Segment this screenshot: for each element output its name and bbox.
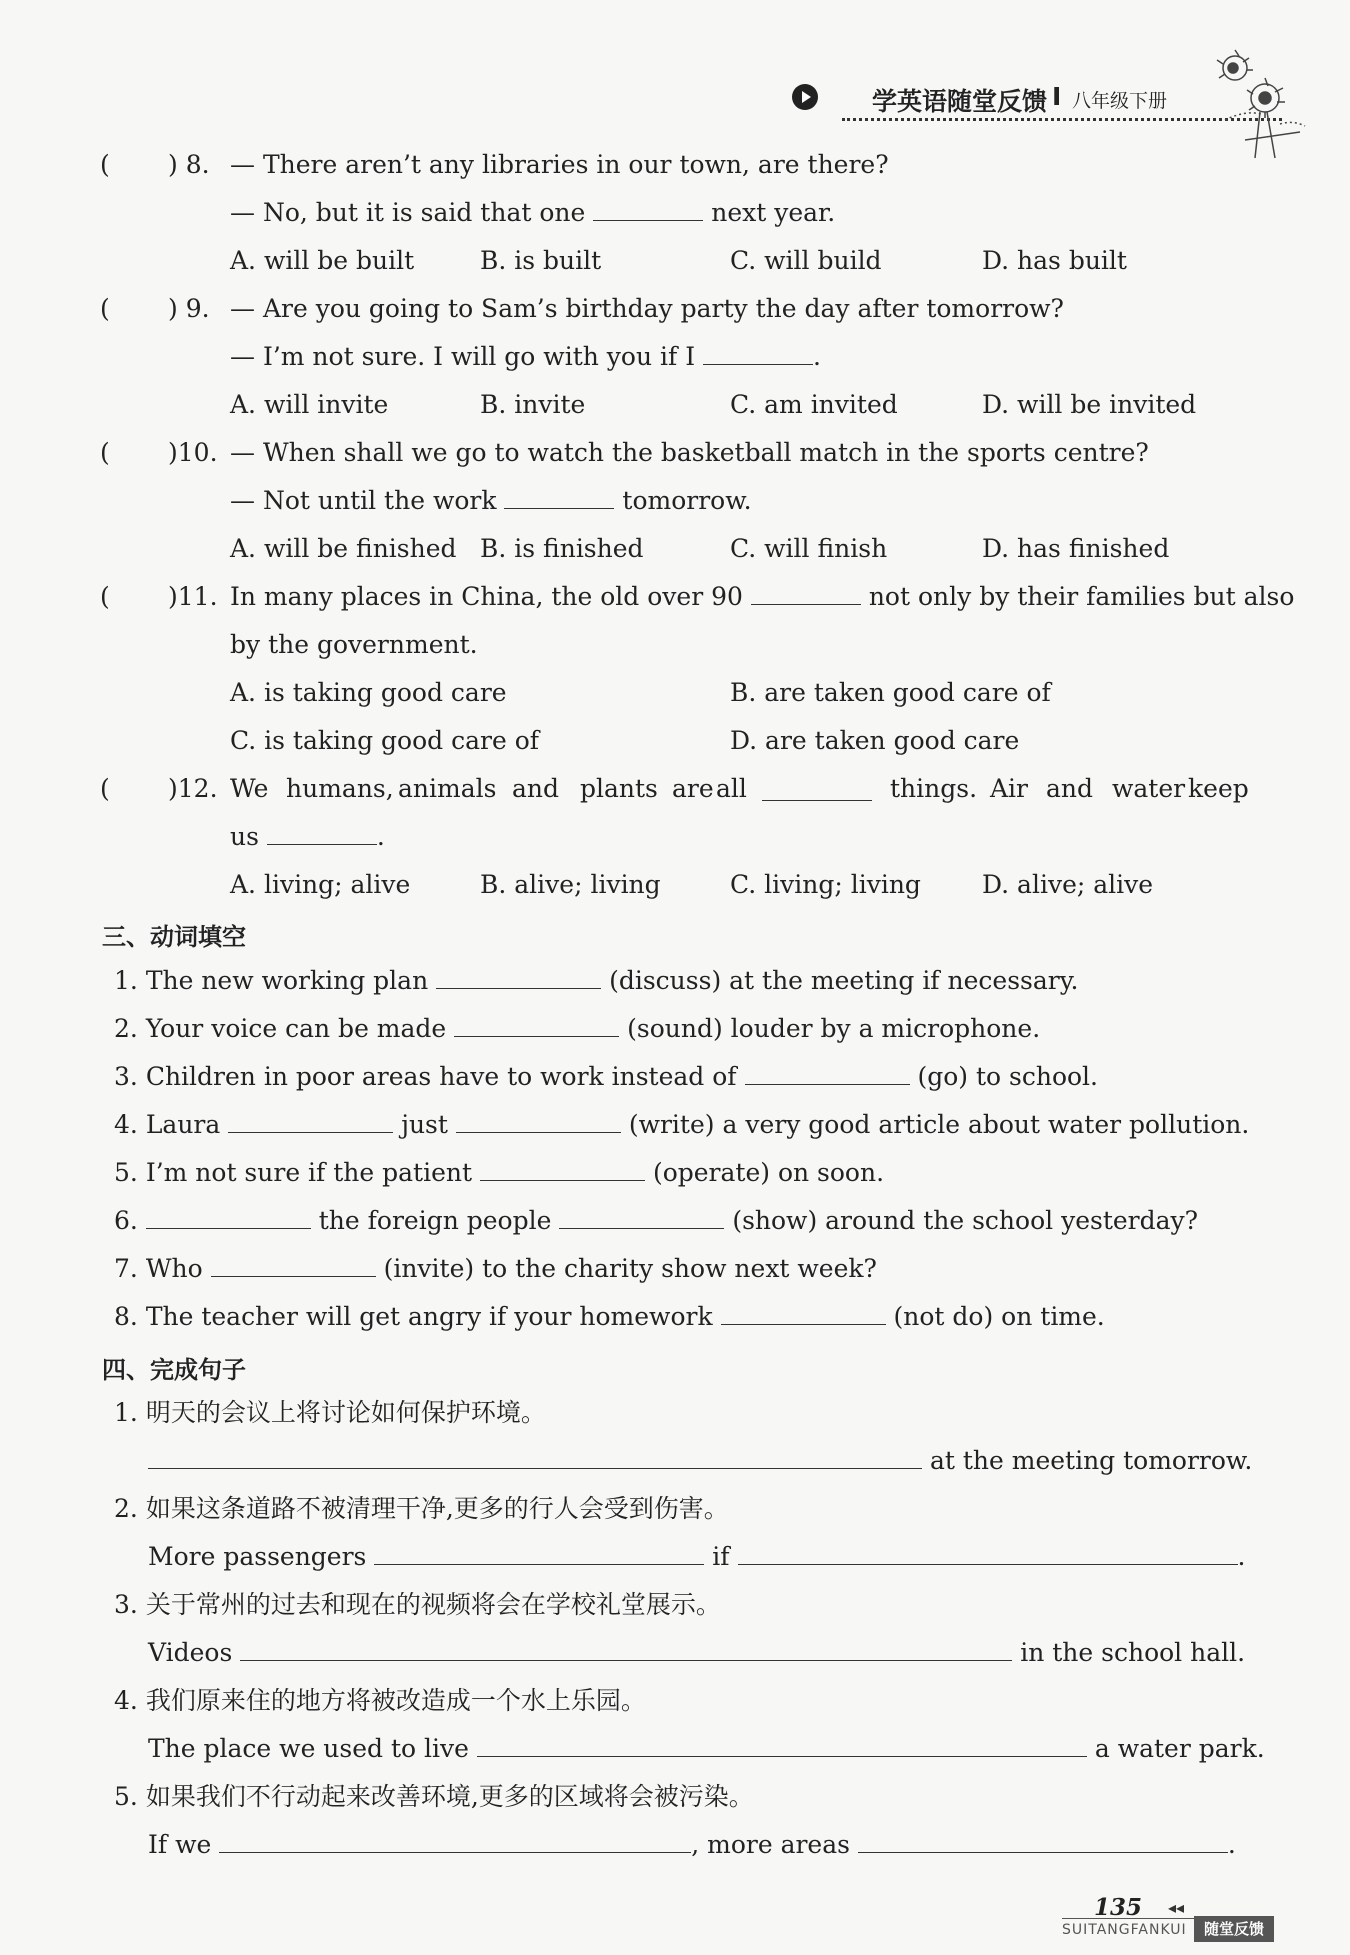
translation-line: at the meeting tomorrow. [148, 1446, 1252, 1476]
option-d[interactable]: D. has finished [982, 534, 1170, 563]
sunflower-decoration-icon [1205, 40, 1315, 160]
header-title: 学英语随堂反馈 [872, 87, 1048, 116]
question-word: keep [1188, 774, 1249, 803]
answer-paren-open: ( [100, 438, 110, 467]
answer-blank[interactable] [228, 1110, 393, 1133]
answer-blank[interactable] [751, 582, 861, 605]
translation-line: The place we used to live a water park. [148, 1734, 1265, 1763]
footer-tag: 随堂反馈 [1194, 1916, 1274, 1942]
answer-blank[interactable] [745, 1062, 910, 1085]
option-d[interactable]: D. has built [982, 246, 1127, 275]
answer-paren-open: ( [100, 294, 110, 323]
answer-blank[interactable] [559, 1206, 724, 1229]
question-number: ) 9. [168, 294, 210, 323]
question-word: and [1046, 774, 1094, 803]
answer-blank[interactable] [374, 1542, 704, 1565]
option-b[interactable]: B. invite [480, 390, 586, 419]
option-c[interactable]: C. living; living [730, 870, 921, 899]
question-word: humans, [286, 774, 394, 803]
answer-blank[interactable] [219, 1830, 691, 1853]
fill-item: 2. Your voice can be made (sound) louder by a microphone. [114, 1014, 1041, 1043]
answer-blank[interactable] [504, 486, 614, 509]
translation-line: If we , more areas . [148, 1830, 1236, 1859]
section-title: 三、动词填空 [102, 923, 246, 951]
answer-blank[interactable] [738, 1542, 1238, 1565]
answer-blank[interactable] [454, 1014, 619, 1037]
answer-blank[interactable] [721, 1302, 886, 1325]
chinese-prompt: 2. 如果这条道路不被清理干净,更多的行人会受到伤害。 [114, 1494, 729, 1523]
option-a[interactable]: A. will be built [230, 246, 415, 275]
answer-blank[interactable] [211, 1254, 376, 1277]
answer-blank[interactable] [267, 822, 377, 845]
question-word: animals [398, 774, 497, 803]
answer-blank[interactable] [436, 966, 601, 989]
option-d[interactable]: D. are taken good care [730, 726, 1020, 755]
answer-paren-open: ( [100, 150, 110, 179]
question-word: things. [890, 774, 978, 803]
chinese-prompt: 1. 明天的会议上将讨论如何保护环境。 [114, 1398, 546, 1427]
header-separator: I [1052, 82, 1062, 111]
question-number: )10. [168, 438, 218, 467]
option-a[interactable]: A. is taking good care [230, 678, 507, 707]
option-b[interactable]: B. is built [480, 246, 602, 275]
fill-item: 8. The teacher will get angry if your homework (not do) on time. [114, 1302, 1105, 1331]
option-d[interactable]: D. alive; alive [982, 870, 1154, 899]
question-number: ) 8. [168, 150, 210, 179]
play-bullet-icon [792, 84, 818, 110]
option-a[interactable]: A. living; alive [230, 870, 411, 899]
option-b[interactable]: B. alive; living [480, 870, 661, 899]
option-b[interactable]: B. is finished [480, 534, 644, 563]
question-line: — I’m not sure. I will go with you if I . [230, 342, 821, 371]
question-line: us . [230, 822, 385, 851]
answer-blank[interactable] [146, 1206, 311, 1229]
section-title: 四、完成句子 [102, 1356, 246, 1384]
answer-blank[interactable] [593, 198, 703, 221]
answer-blank[interactable] [477, 1734, 1087, 1757]
fill-item: 4. Laura just (write) a very good article about water pollution. [114, 1110, 1250, 1139]
question-line: — No, but it is said that one next year. [230, 198, 836, 227]
answer-blank[interactable] [703, 342, 813, 365]
answer-blank[interactable] [148, 1446, 922, 1469]
answer-blank[interactable] [858, 1830, 1228, 1853]
option-a[interactable]: A. will be finished [230, 534, 457, 563]
answer-blank[interactable] [240, 1638, 1012, 1661]
footer-pinyin: SUITANGFANKUI [1062, 1922, 1187, 1938]
question-number: )12. [168, 774, 218, 803]
answer-blank[interactable] [456, 1110, 621, 1133]
answer-paren-open: ( [100, 582, 110, 611]
header-subtitle: 八年级下册 [1072, 90, 1168, 112]
chinese-prompt: 3. 关于常州的过去和现在的视频将会在学校礼堂展示。 [114, 1590, 721, 1619]
chinese-prompt: 5. 如果我们不行动起来改善环境,更多的区域将会被污染。 [114, 1782, 754, 1811]
question-word: all [716, 774, 747, 803]
option-b[interactable]: B. are taken good care of [730, 678, 1051, 707]
question-line: — Not until the work tomorrow. [230, 486, 752, 515]
answer-paren-open: ( [100, 774, 110, 803]
question-word: water [1112, 774, 1186, 803]
question-stem: — When shall we go to watch the basketball match in the sports centre? [230, 438, 1149, 467]
question-stem: — Are you going to Sam’s birthday party the day after tomorrow? [230, 294, 1064, 323]
fill-item: 7. Who (invite) to the charity show next week? [114, 1254, 877, 1283]
question-word: plants [580, 774, 658, 803]
fill-item: 6. the foreign people (show) around the school yesterday? [114, 1206, 1199, 1235]
translation-line: Videos in the school hall. [148, 1638, 1246, 1667]
chinese-prompt: 4. 我们原来住的地方将被改造成一个水上乐园。 [114, 1686, 646, 1715]
question-line: by the government. [230, 630, 478, 659]
question-number: )11. [168, 582, 218, 611]
fill-item: 3. Children in poor areas have to work instead of (go) to school. [114, 1062, 1098, 1091]
question-word: and [512, 774, 560, 803]
question-stem: — There aren’t any libraries in our town, are there? [230, 150, 889, 179]
fill-item: 5. I’m not sure if the patient (operate) on soon. [114, 1158, 885, 1187]
page-number: 135 [1094, 1894, 1143, 1921]
option-d[interactable]: D. will be invited [982, 390, 1197, 419]
double-arrow-left-icon: ◂◂ [1168, 1898, 1185, 1917]
option-c[interactable]: C. will finish [730, 534, 888, 563]
answer-blank[interactable] [480, 1158, 645, 1181]
question-word: We [230, 774, 269, 803]
translation-line: More passengers if . [148, 1542, 1246, 1571]
option-a[interactable]: A. will invite [230, 390, 389, 419]
option-c[interactable]: C. am invited [730, 390, 898, 419]
answer-blank[interactable] [762, 778, 872, 801]
option-c[interactable]: C. is taking good care of [230, 726, 540, 755]
option-c[interactable]: C. will build [730, 246, 882, 275]
fill-item: 1. The new working plan (discuss) at the meeting if necessary. [114, 966, 1079, 995]
question-word: are [672, 774, 714, 803]
question-stem: In many places in China, the old over 90 not only by their families but also [230, 582, 1295, 611]
question-word: Air [990, 774, 1029, 803]
